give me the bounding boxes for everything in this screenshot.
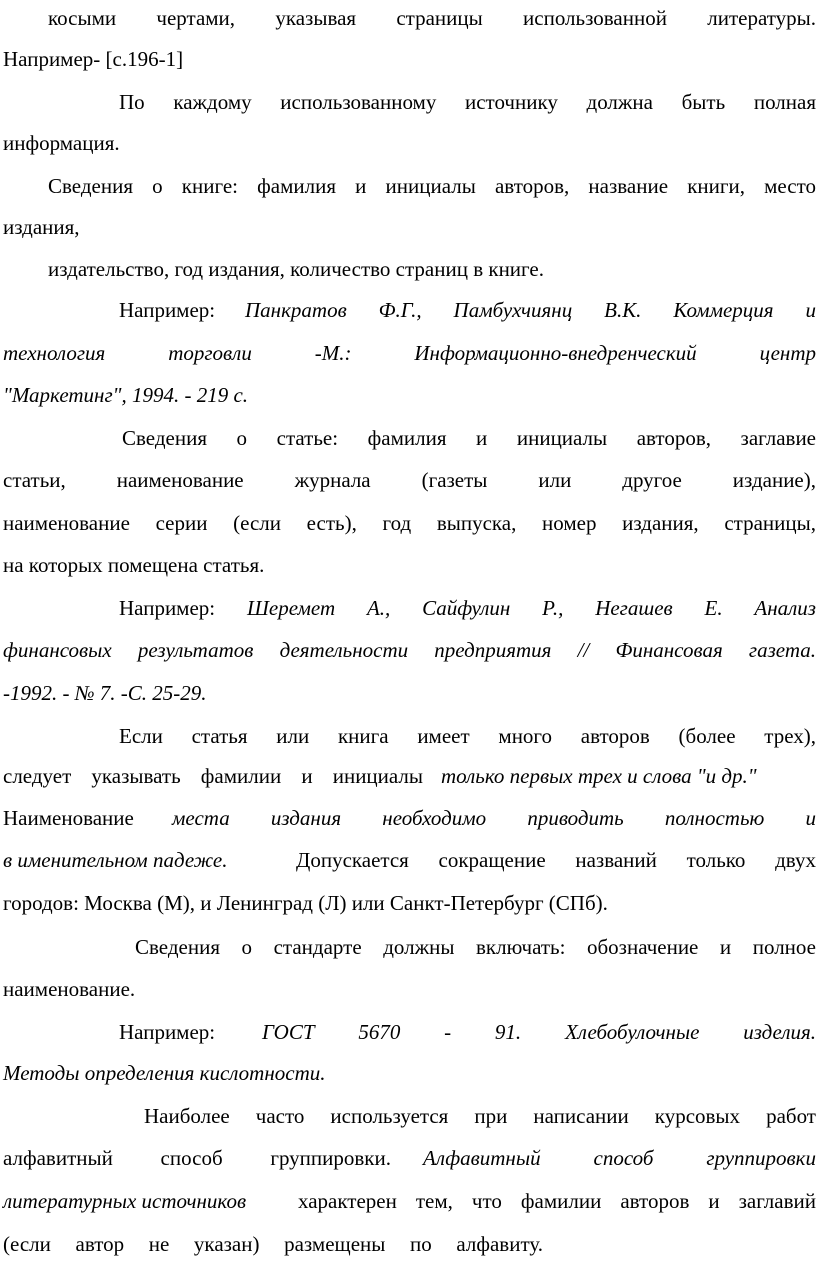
- text-segment: Наименование: [3, 806, 134, 830]
- text-line: Наиболее часто используется при написании курсовых работ: [144, 1104, 816, 1128]
- citation-line: -1992. - № 7. -С. 25-29.: [3, 681, 207, 705]
- text-line: косыми чертами, указывая страницы использованной литературы.: [48, 6, 816, 30]
- example-label: Например:: [119, 1020, 216, 1044]
- text-line: наименование серии (если есть), год выпуска, номер издания, страницы,: [3, 511, 816, 535]
- text-line: Сведения о книге: фамилия и инициалы авторов, название книги, место: [48, 174, 816, 198]
- text-segment: следует указывать фамилии и инициалы: [3, 764, 423, 788]
- text-line: на которых помещена статья.: [3, 553, 265, 577]
- emphasis-segment: Алфавитный способ группировки: [423, 1146, 816, 1170]
- citation-line: "Маркетинг", 1994. - 219 с.: [3, 383, 249, 407]
- text-line: (если автор не указан) размещены по алфавиту.: [3, 1232, 543, 1256]
- text-line: информация.: [3, 131, 120, 155]
- text-line: Если статья или книга имеет много авторов (более трех),: [119, 724, 816, 748]
- text-segment: Допускается сокращение названий только двух: [296, 848, 816, 872]
- text-line: статьи, наименование журнала (газеты или другое издание),: [3, 468, 816, 492]
- citation-line: Панкратов Ф.Г., Памбухчиянц В.К. Коммерция и: [245, 298, 816, 322]
- citation-line: Шеремет А., Сайфулин Р., Негашев Е. Анализ: [247, 596, 816, 620]
- text-line: издания,: [3, 215, 80, 239]
- text-line: По каждому использованному источнику должна быть полная: [119, 90, 816, 114]
- citation-line: Методы определения кислотности.: [3, 1061, 326, 1085]
- emphasis-segment: в именительном падеже.: [3, 848, 228, 872]
- citation-line: финансовых результатов деятельности предприятия // Финансовая газета.: [3, 638, 816, 662]
- emphasis-segment: только первых трех и слова "и др.": [441, 764, 757, 788]
- citation-line: технология торговли -М.: Информационно-внедренческий центр: [3, 341, 816, 365]
- text-segment: характерен тем, что фамилии авторов и заглавий: [298, 1189, 816, 1213]
- text-line: Например- [с.196-1]: [3, 47, 184, 71]
- example-label: Например:: [119, 298, 216, 322]
- text-line: городов: Москва (М), и Ленинград (Л) или Санкт-Петербург (СПб).: [3, 891, 608, 915]
- example-label: Например:: [119, 596, 216, 620]
- text-line: издательство, год издания, количество страниц в книге.: [48, 257, 544, 281]
- text-segment: алфавитный способ группировки.: [3, 1146, 391, 1170]
- text-line: Сведения о статье: фамилия и инициалы авторов, заглавие: [122, 426, 816, 450]
- emphasis-segment: места издания необходимо приводить полностью и: [172, 806, 816, 830]
- emphasis-segment: литературных источников: [3, 1189, 247, 1213]
- text-line: Сведения о стандарте должны включать: обозначение и полное: [135, 935, 816, 959]
- text-line: наименование.: [3, 977, 136, 1001]
- citation-line: ГОСТ 5670 - 91. Хлебобулочные изделия.: [262, 1020, 816, 1044]
